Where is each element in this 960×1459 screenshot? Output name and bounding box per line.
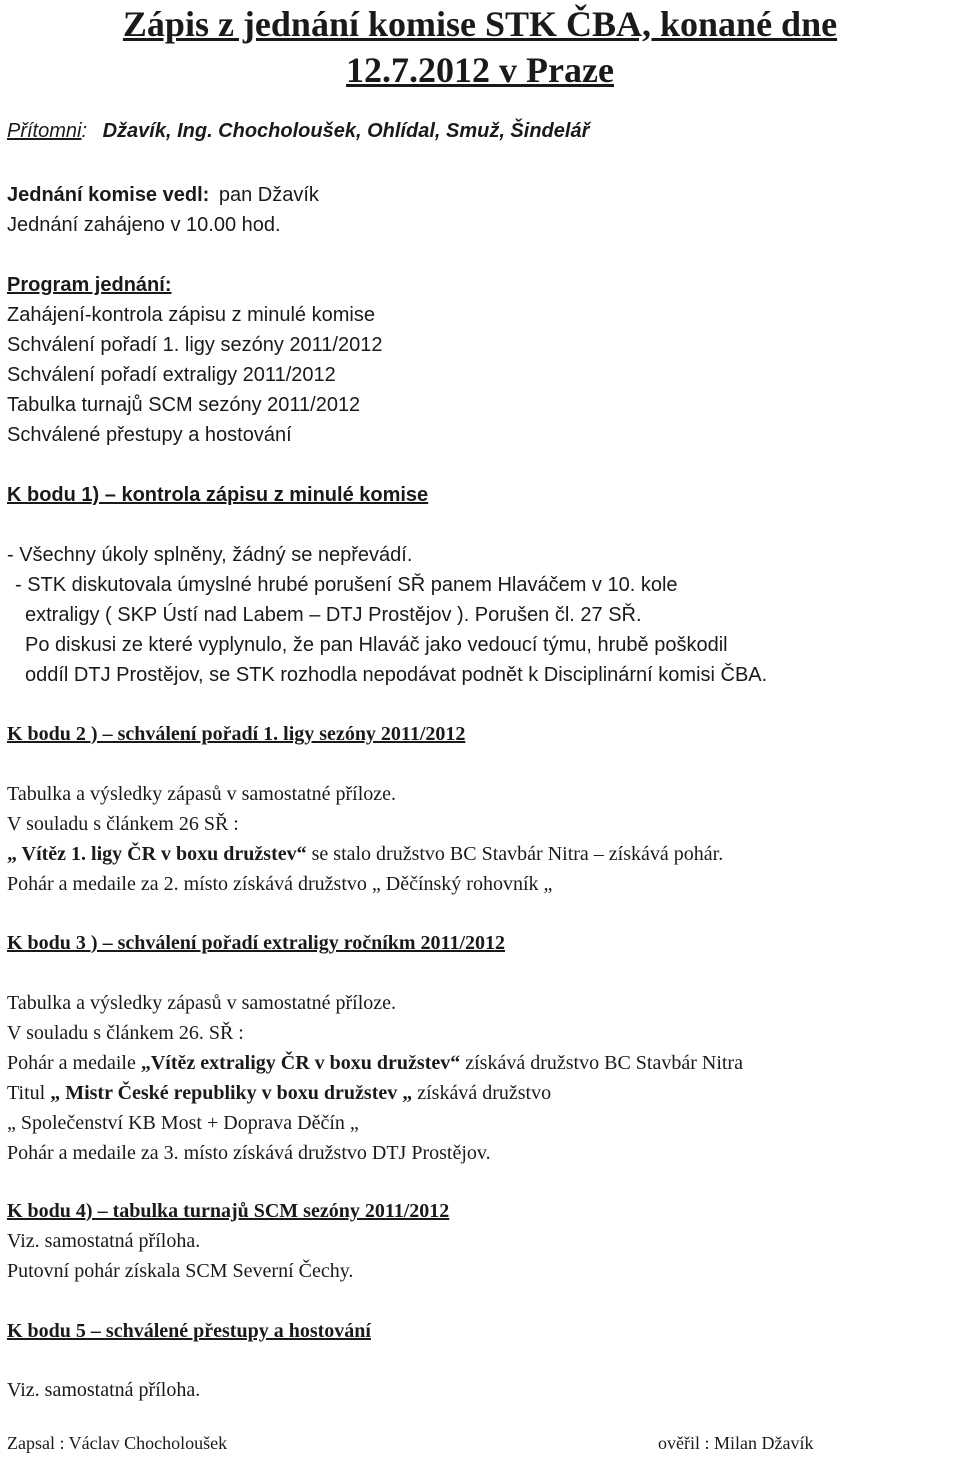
section-3-text: Tabulka a výsledky zápasů v samostatné příloze. bbox=[7, 992, 397, 1014]
section-2-text bbox=[7, 843, 723, 866]
section-1-text: Po diskusi ze které vyplynulo, že pan Hlaváč jako vedoucí týmu, hrubě poškodil bbox=[25, 634, 728, 656]
program-item: Schválené přestupy a hostování bbox=[7, 424, 292, 446]
section-2-heading: K bodu 2 ) – schválení pořadí 1. ligy sezóny 2011/2012 bbox=[7, 723, 466, 745]
section-3-text: Pohár a medaile za 3. místo získává družstvo DTJ Prostějov. bbox=[7, 1142, 491, 1164]
winner-title: „ Vítěz 1. ligy ČR v boxu družstev“ bbox=[7, 843, 307, 865]
program-heading: Program jednání: bbox=[7, 274, 172, 296]
trophy-text: získává družstvo BC Stavbár Nitra bbox=[460, 1052, 743, 1074]
section-3-text: „ Společenství KB Most + Doprava Děčín „ bbox=[7, 1112, 359, 1134]
section-5-heading: K bodu 5 – schválené přestupy a hostování bbox=[7, 1320, 371, 1342]
section-2-text: Pohár a medaile za 2. místo získává družstvo „ Děčínský rohovník „ bbox=[7, 873, 553, 895]
section-4-text: Viz. samostatná příloha. bbox=[7, 1230, 201, 1252]
section-3-text bbox=[7, 1052, 743, 1075]
section-1-text: extraligy ( SKP Ústí nad Labem – DTJ Prostějov ). Porušen čl. 27 SŘ. bbox=[25, 604, 642, 626]
section-3-heading: K bodu 3 ) – schválení pořadí extraligy ročníkm 2011/2012 bbox=[7, 932, 505, 954]
trophy-title: „Vítěz extraligy ČR v boxu družstev“ bbox=[140, 1052, 461, 1074]
section-3-text bbox=[7, 1082, 551, 1105]
section-5-text: Viz. samostatná příloha. bbox=[7, 1379, 201, 1401]
section-2-text: V souladu s článkem 26 SŘ : bbox=[7, 813, 239, 835]
chair-label: Jednání komise vedl: bbox=[7, 184, 210, 206]
section-1-text: - Všechny úkoly splněny, žádný se nepřevádí. bbox=[7, 544, 413, 566]
program-item: Schválení pořadí extraligy 2011/2012 bbox=[7, 364, 336, 386]
footer-recorded-by: Zapsal : Václav Chocholoušek bbox=[7, 1433, 228, 1453]
program-item: Zahájení-kontrola zápisu z minulé komise bbox=[7, 304, 375, 326]
program-item: Tabulka turnajů SCM sezóny 2011/2012 bbox=[7, 394, 361, 416]
footer-verified-by: ověřil : Milan Džavík bbox=[658, 1433, 814, 1453]
document-title-line-1: Zápis z jednání komise STK ČBA, konané dne bbox=[122, 4, 838, 44]
attendance-line bbox=[7, 120, 589, 143]
champion-text-pre: Titul bbox=[7, 1082, 51, 1104]
section-3-text: V souladu s článkem 26. SŘ : bbox=[7, 1022, 244, 1044]
section-4-heading: K bodu 4) – tabulka turnajů SCM sezóny 2011/2012 bbox=[7, 1200, 450, 1222]
champion-text: získává družstvo bbox=[412, 1082, 552, 1104]
document-title-line-2: 12.7.2012 v Praze bbox=[346, 50, 614, 90]
section-1-text: - STK diskutovala úmyslné hrubé porušení SŘ panem Hlaváčem v 10. kole bbox=[15, 574, 678, 596]
winner-text: se stalo družstvo BC Stavbár Nitra – získává pohár. bbox=[306, 843, 724, 865]
section-1-text: oddíl DTJ Prostějov, se STK rozhodla nepodávat podnět k Disciplinární komisi ČBA. bbox=[25, 664, 768, 686]
attendance-colon: : bbox=[81, 120, 88, 142]
section-4-text: Putovní pohár získala SCM Severní Čechy. bbox=[7, 1260, 354, 1282]
opened-line: Jednání zahájeno v 10.00 hod. bbox=[7, 214, 281, 236]
champion-title: „ Mistr České republiky v boxu družstev „ bbox=[50, 1082, 413, 1104]
attendance-names: Džavík, Ing. Chocholoušek, Ohlídal, Smuž, Šindelář bbox=[102, 120, 590, 142]
chair-value: pan Džavík bbox=[218, 184, 319, 206]
section-2-text: Tabulka a výsledky zápasů v samostatné příloze. bbox=[7, 783, 397, 805]
trophy-text-pre: Pohár a medaile bbox=[7, 1052, 141, 1074]
attendance-label: Přítomni bbox=[7, 120, 82, 142]
section-1-heading: K bodu 1) – kontrola zápisu z minulé komise bbox=[7, 484, 429, 506]
program-item: Schválení pořadí 1. ligy sezóny 2011/2012 bbox=[7, 334, 383, 356]
chair-line bbox=[7, 184, 319, 207]
